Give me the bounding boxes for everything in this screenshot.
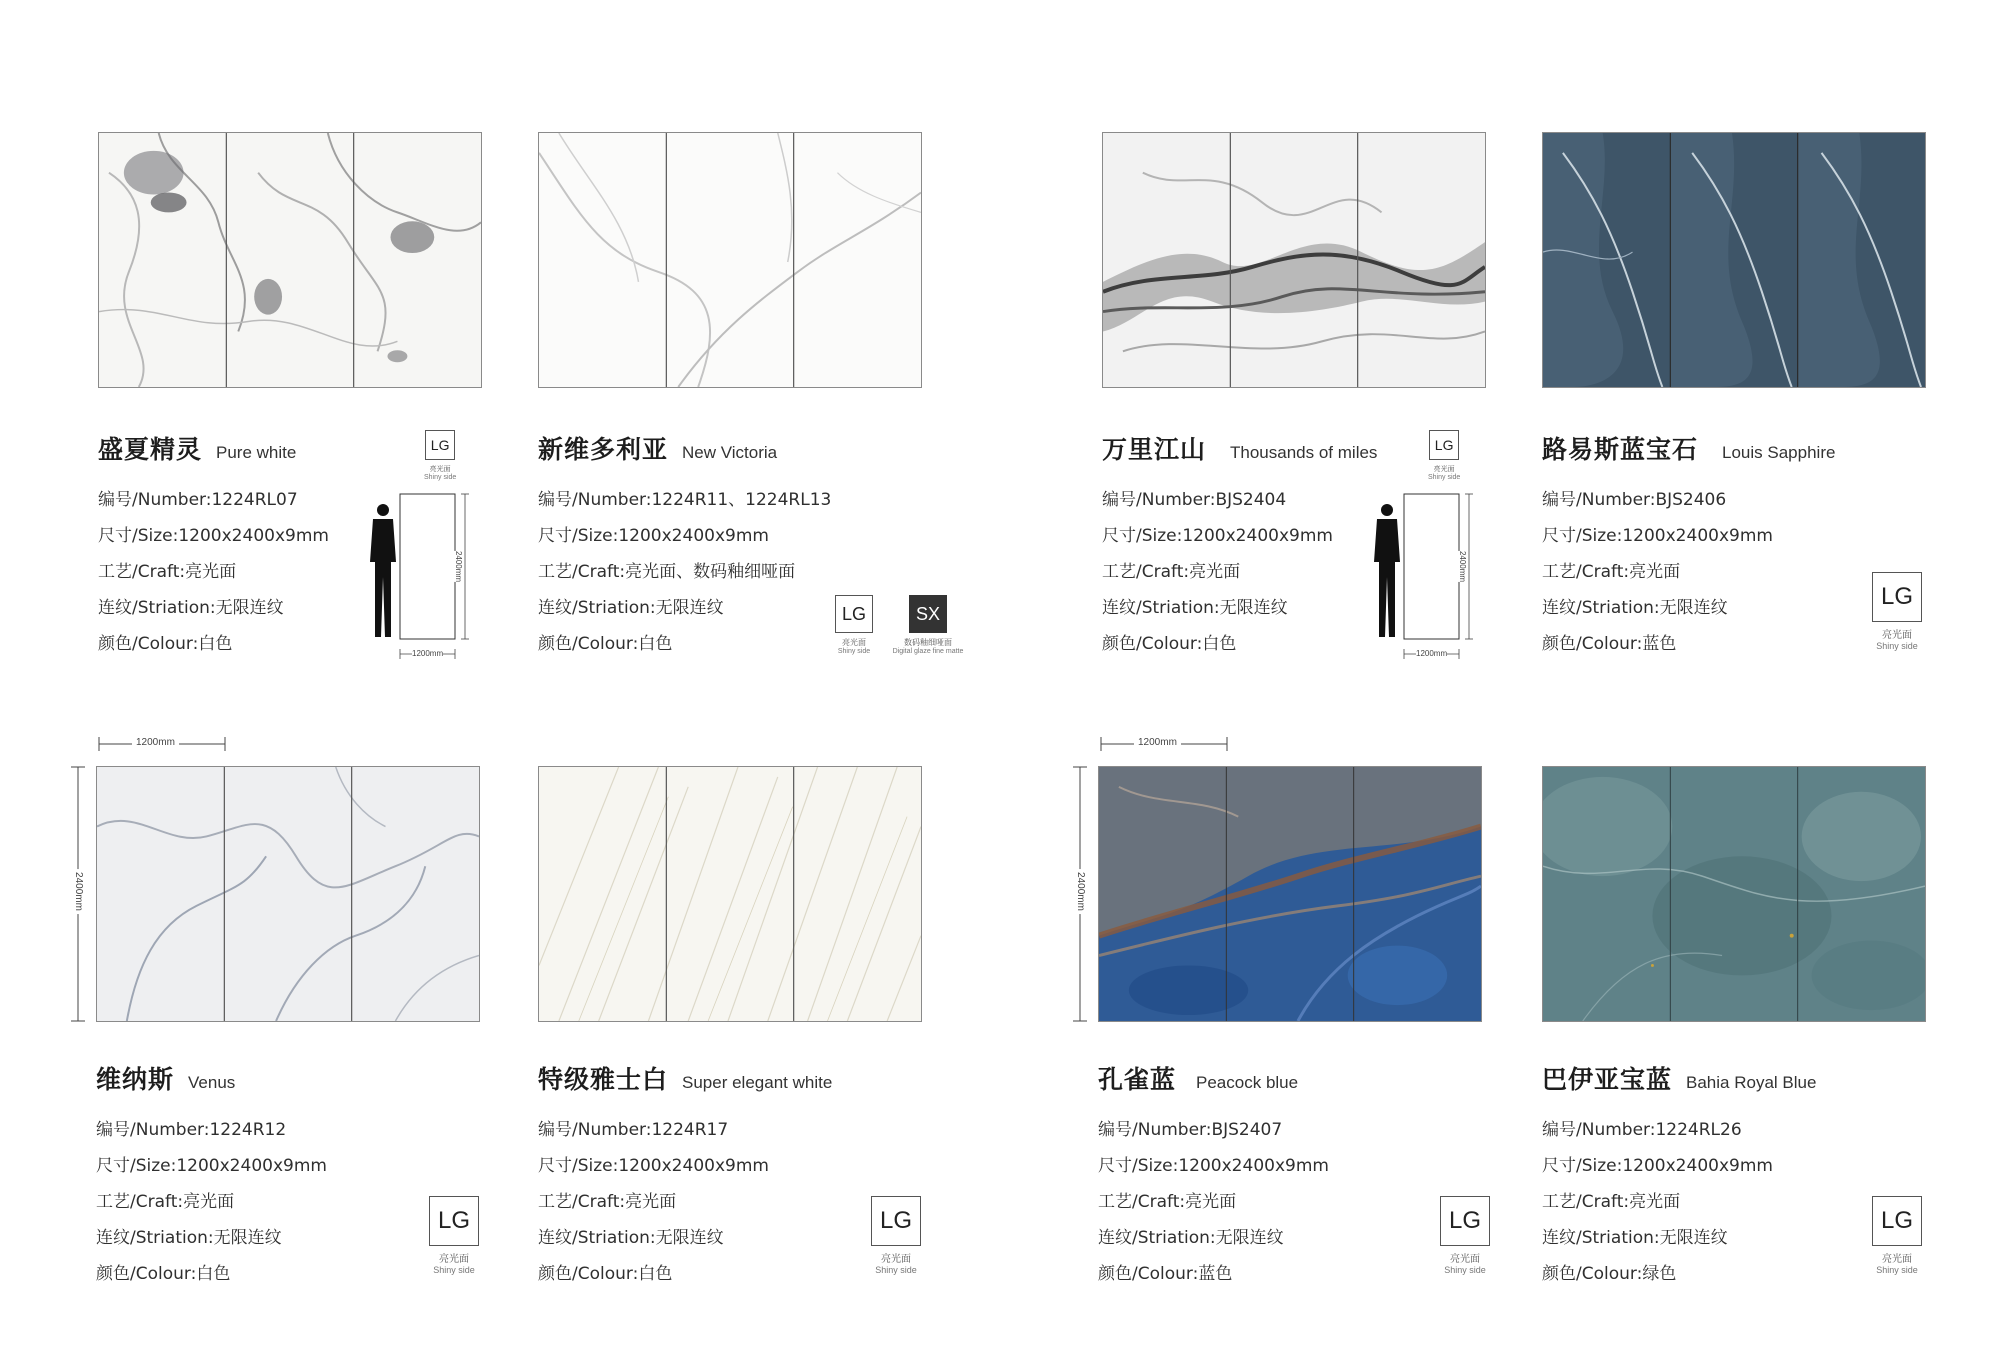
- spec-craft: 工艺/Craft:亮光面: [98, 562, 237, 582]
- spec-colour: 颜色/Colour:绿色: [1542, 1264, 1677, 1284]
- height-dimension-marker: 2400mm: [68, 766, 88, 1022]
- product-name-en: Pure white: [216, 443, 297, 462]
- product-name: [1542, 430, 1835, 466]
- spec-striation: 连纹/Striation:无限连纹: [1102, 598, 1288, 618]
- lg-shiny-badge: LG 亮光面 Shiny side: [871, 1196, 921, 1275]
- spec-colour: 颜色/Colour:白色: [98, 634, 233, 654]
- product-name-zh: 维纳斯: [96, 1065, 175, 1094]
- spec-striation: 连纹/Striation:无限连纹: [1098, 1228, 1284, 1248]
- spec-striation: 连纹/Striation:无限连纹: [98, 598, 284, 618]
- sx-matte-badge: SX 数码釉细哑面 Digital glaze fine matte: [868, 595, 988, 655]
- person-silhouette-icon: [1374, 504, 1400, 637]
- slab-image-super-elegant-white: [538, 766, 922, 1022]
- spec-list: [98, 482, 329, 662]
- spec-craft: 工艺/Craft:亮光面: [1102, 562, 1241, 582]
- product-name-en: Bahia Royal Blue: [1686, 1073, 1817, 1092]
- spec-striation: 连纹/Striation:无限连纹: [1542, 1228, 1728, 1248]
- spec-list: [1102, 482, 1333, 662]
- spec-colour: 颜色/Colour:白色: [96, 1264, 231, 1284]
- spec-list: [1542, 1112, 1773, 1292]
- product-name: [1542, 1060, 1816, 1096]
- scale-figure-diagram: [1367, 492, 1477, 662]
- product-name-en: Peacock blue: [1196, 1073, 1299, 1092]
- product-name-en: Super elegant white: [682, 1073, 833, 1092]
- slab-image-louis-sapphire: [1542, 132, 1926, 388]
- spec-list: [1098, 1112, 1329, 1292]
- slab-image-venus: [96, 766, 480, 1022]
- spec-colour: 颜色/Colour:白色: [538, 1264, 673, 1284]
- spec-craft: 工艺/Craft:亮光面: [538, 1192, 677, 1212]
- product-name-en: Venus: [188, 1073, 236, 1092]
- product-name-en: Thousands of miles: [1230, 443, 1378, 462]
- spec-colour: 颜色/Colour:白色: [1102, 634, 1237, 654]
- spec-size: 尺寸/Size:1200x2400x9mm: [96, 1156, 327, 1176]
- spec-list: [96, 1112, 327, 1292]
- spec-list: [538, 1112, 769, 1292]
- spec-size: 尺寸/Size:1200x2400x9mm: [1542, 1156, 1773, 1176]
- spec-size: 尺寸/Size:1200x2400x9mm: [538, 1156, 769, 1176]
- width-dimension-marker: 1200mm: [1100, 734, 1228, 754]
- scale-height-label: 2400mm: [454, 550, 464, 583]
- spec-striation: 连纹/Striation:无限连纹: [538, 1228, 724, 1248]
- spec-colour: 颜色/Colour:白色: [538, 634, 673, 654]
- slab-image-peacock-blue: [1098, 766, 1482, 1022]
- width-dimension-marker: 1200mm: [98, 734, 226, 754]
- product-name: [96, 1060, 235, 1096]
- lg-shiny-badge: LG 亮光面 Shiny side: [1428, 430, 1460, 481]
- slab-image-bahia-royal-blue: [1542, 766, 1926, 1022]
- spec-craft: 工艺/Craft:亮光面: [1542, 562, 1681, 582]
- product-name: [1102, 430, 1377, 466]
- height-dimension-marker: 2400mm: [1070, 766, 1090, 1022]
- spec-number: 编号/Number:1224R12: [96, 1120, 287, 1140]
- spec-size: 尺寸/Size:1200x2400x9mm: [1098, 1156, 1329, 1176]
- slab-image-thousands-of-miles: [1102, 132, 1486, 388]
- spec-craft: 工艺/Craft:亮光面: [1098, 1192, 1237, 1212]
- scale-width-label: 1200mm: [1416, 649, 1448, 658]
- spec-colour: 颜色/Colour:蓝色: [1098, 1264, 1233, 1284]
- lg-shiny-badge: LG 亮光面 Shiny side: [1440, 1196, 1490, 1275]
- spec-size: 尺寸/Size:1200x2400x9mm: [98, 526, 329, 546]
- person-silhouette-icon: [370, 504, 396, 637]
- spec-list: [538, 482, 831, 662]
- spec-size: 尺寸/Size:1200x2400x9mm: [1102, 526, 1333, 546]
- spec-number: 编号/Number:BJS2404: [1102, 490, 1287, 510]
- spec-number: 编号/Number:BJS2406: [1542, 490, 1727, 510]
- product-name-en: New Victoria: [682, 443, 778, 462]
- product-name-zh: 孔雀蓝: [1098, 1065, 1177, 1094]
- spec-craft: 工艺/Craft:亮光面: [96, 1192, 235, 1212]
- product-name-zh: 万里江山: [1102, 435, 1207, 464]
- product-name: [538, 1060, 832, 1096]
- spec-size: 尺寸/Size:1200x2400x9mm: [1542, 526, 1773, 546]
- spec-striation: 连纹/Striation:无限连纹: [96, 1228, 282, 1248]
- spec-striation: 连纹/Striation:无限连纹: [538, 598, 724, 618]
- spec-craft: 工艺/Craft:亮光面: [1542, 1192, 1681, 1212]
- scale-height-label: 2400mm: [1458, 550, 1468, 583]
- spec-number: 编号/Number:1224R11、1224RL13: [538, 490, 832, 510]
- product-name-zh: 路易斯蓝宝石: [1542, 435, 1699, 464]
- spec-striation: 连纹/Striation:无限连纹: [1542, 598, 1728, 618]
- spec-colour: 颜色/Colour:蓝色: [1542, 634, 1677, 654]
- lg-shiny-badge: LG 亮光面 Shiny side: [824, 595, 884, 655]
- product-name: [538, 430, 777, 466]
- product-name-en: Louis Sapphire: [1722, 443, 1836, 462]
- product-name-zh: 盛夏精灵: [98, 435, 203, 464]
- lg-shiny-badge: LG 亮光面 Shiny side: [429, 1196, 479, 1275]
- slab-image-new-victoria: [538, 132, 922, 388]
- product-name-zh: 新维多利亚: [538, 435, 669, 464]
- spec-list: [1542, 482, 1773, 662]
- slab-image-pure-white: [98, 132, 482, 388]
- product-name: [98, 430, 296, 466]
- spec-number: 编号/Number:1224RL26: [1542, 1120, 1742, 1140]
- scale-figure-diagram: [363, 492, 473, 662]
- spec-size: 尺寸/Size:1200x2400x9mm: [538, 526, 769, 546]
- scale-width-label: 1200mm: [412, 649, 444, 658]
- spec-number: 编号/Number:1224R17: [538, 1120, 729, 1140]
- lg-shiny-badge: LG 亮光面 Shiny side: [1872, 572, 1922, 651]
- spec-number: 编号/Number:BJS2407: [1098, 1120, 1283, 1140]
- spec-number: 编号/Number:1224RL07: [98, 490, 298, 510]
- lg-shiny-badge: LG 亮光面 Shiny side: [1872, 1196, 1922, 1275]
- lg-shiny-badge: LG 亮光面 Shiny side: [424, 430, 456, 481]
- product-name-zh: 特级雅士白: [538, 1065, 669, 1094]
- product-name: [1098, 1060, 1298, 1096]
- spec-craft: 工艺/Craft:亮光面、数码釉细哑面: [538, 562, 796, 582]
- product-name-zh: 巴伊亚宝蓝: [1542, 1065, 1673, 1094]
